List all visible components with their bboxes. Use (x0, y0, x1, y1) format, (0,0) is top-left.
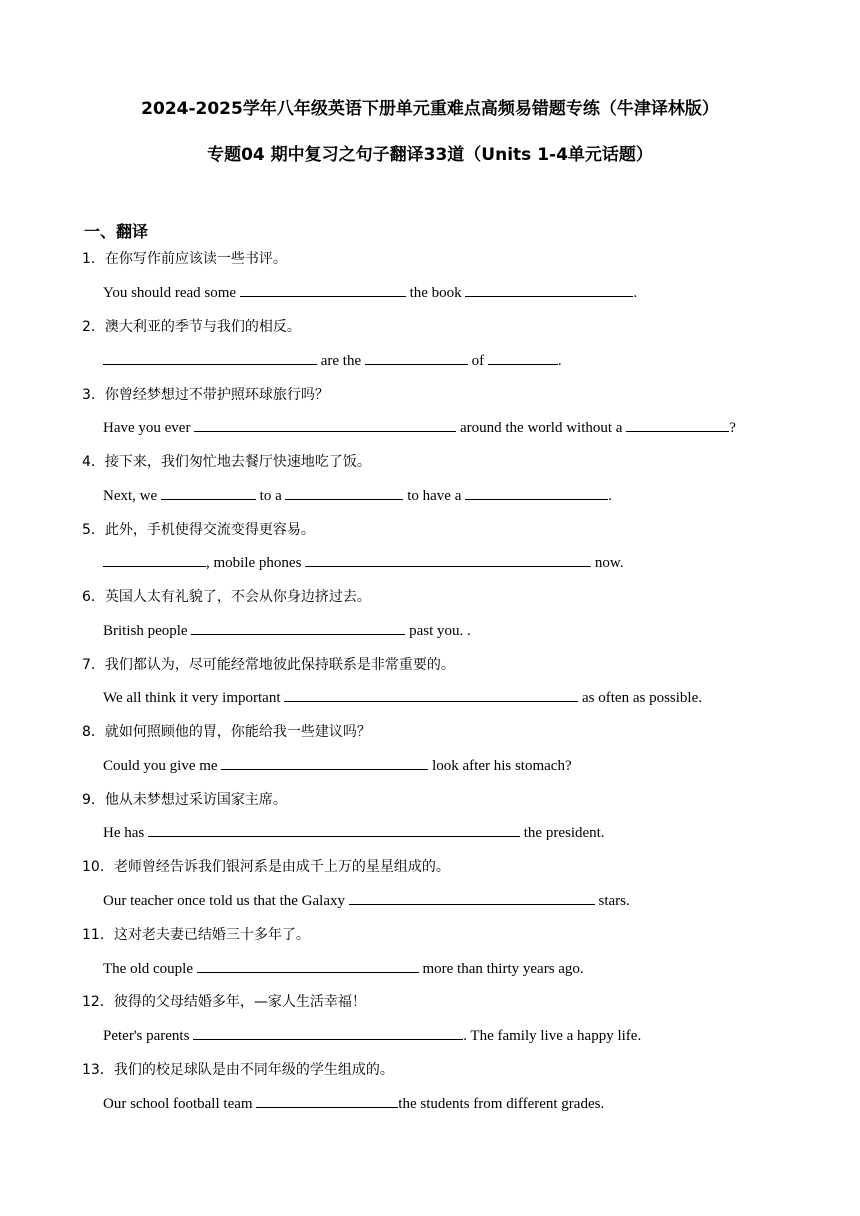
question-prompt: 1．在你写作前应该读一些书评。 (82, 251, 287, 267)
answer-blank[interactable] (148, 822, 520, 837)
question-prompt: 6．英国人太有礼貌了，不会从你身边挤过去。 (82, 589, 371, 605)
answer-line: Have you ever around the world without a ? (103, 417, 803, 437)
answer-blank[interactable] (194, 417, 456, 432)
answer-blank[interactable] (305, 552, 591, 567)
section-heading: 一、翻译 (84, 222, 149, 241)
question-prompt: 5．此外，手机使得交流变得更容易。 (82, 522, 315, 538)
question-prompt: 4．接下来，我们匆忙地去餐厅快速地吃了饭。 (82, 454, 371, 470)
question-prompt: 3．你曾经梦想过不带护照环球旅行吗？ (82, 387, 329, 403)
answer-line: Our school football team the students from different grades. (103, 1093, 803, 1113)
question-prompt: 2．澳大利亚的季节与我们的相反。 (82, 319, 301, 335)
answer-line: He has the president. (103, 822, 803, 842)
answer-blank[interactable] (103, 552, 206, 567)
question-prompt: 9．他从未梦想过采访国家主席。 (82, 792, 287, 808)
document-subtitle: 专题04 期中复习之句子翻译33道（Units 1-4单元话题） (207, 145, 653, 165)
answer-blank[interactable] (256, 1093, 398, 1108)
answer-blank[interactable] (161, 485, 256, 500)
answer-line: Peter's parents . The family live a happy life. (103, 1025, 803, 1045)
answer-blank[interactable] (465, 485, 608, 500)
answer-blank[interactable] (488, 350, 558, 365)
answer-line: Next, we to a to have a . (103, 485, 803, 505)
question-prompt: 13．我们的校足球队是由不同年级的学生组成的。 (82, 1062, 394, 1078)
answer-blank[interactable] (284, 687, 578, 702)
answer-blank[interactable] (626, 417, 729, 432)
answer-blank[interactable] (240, 282, 406, 297)
answer-blank[interactable] (221, 755, 428, 770)
question-prompt: 12．彼得的父母结婚多年，—家人生活幸福！ (82, 994, 366, 1010)
answer-blank[interactable] (365, 350, 468, 365)
question-prompt: 8．就如何照顾他的胃，你能给我一些建议吗？ (82, 724, 371, 740)
answer-line: We all think it very important as often as possible. (103, 687, 803, 707)
answer-blank[interactable] (191, 620, 405, 635)
answer-blank[interactable] (285, 485, 403, 500)
answer-blank[interactable] (197, 958, 419, 973)
answer-line: British people past you. . (103, 620, 803, 640)
answer-blank[interactable] (465, 282, 633, 297)
answer-blank[interactable] (103, 350, 317, 365)
answer-blank[interactable] (349, 890, 595, 905)
answer-line: The old couple more than thirty years ago. (103, 958, 803, 978)
document-title: 2024-2025学年八年级英语下册单元重难点高频易错题专练（牛津译林版） (141, 99, 719, 119)
question-prompt: 10．老师曾经告诉我们银河系是由成千上万的星星组成的。 (82, 859, 450, 875)
answer-line: You should read some the book . (103, 282, 803, 302)
answer-blank[interactable] (193, 1025, 463, 1040)
question-prompt: 7．我们都认为，尽可能经常地彼此保持联系是非常重要的。 (82, 657, 455, 673)
answer-line: Could you give me look after his stomach? (103, 755, 803, 775)
answer-line: Our teacher once told us that the Galaxy stars. (103, 890, 803, 910)
answer-line: , mobile phones now. (103, 552, 803, 572)
answer-line: are the of . (103, 350, 803, 370)
question-prompt: 11．这对老夫妻已结婚三十多年了。 (82, 927, 310, 943)
